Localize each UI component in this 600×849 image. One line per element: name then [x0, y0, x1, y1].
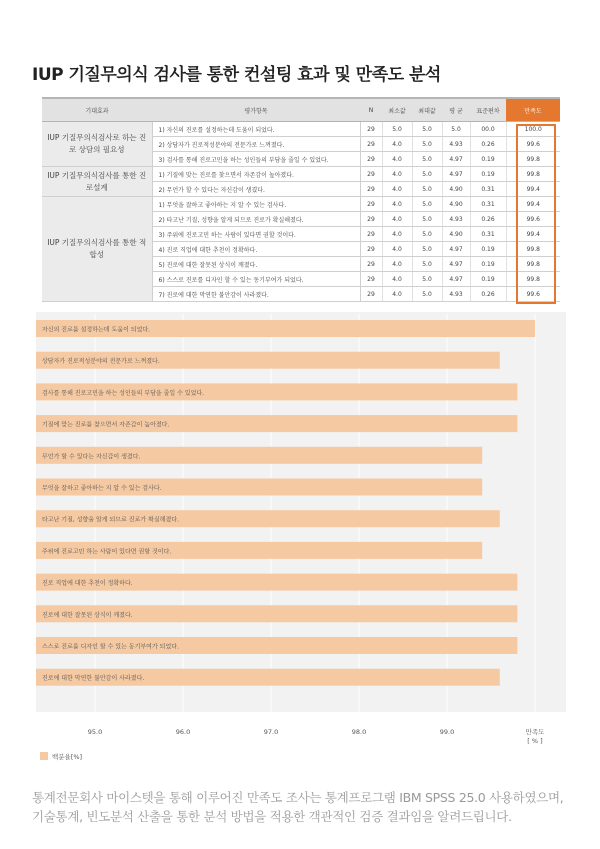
- value-cell: 99.8: [506, 152, 560, 167]
- value-cell: 4.0: [382, 152, 412, 167]
- category-cell: IUP 기질무의식검사를 통한 적합성: [42, 197, 152, 302]
- footer-line-2: 기술통계, 빈도분석 산출을 통한 분석 방법을 적용한 객관적인 검증 결과임을 알려드립니다.: [32, 809, 512, 824]
- value-cell: 0.19: [470, 152, 506, 167]
- value-cell: 4.90: [442, 182, 470, 197]
- value-cell: 4.0: [382, 167, 412, 182]
- item-cell: 2) 타고난 기질, 성향을 알게 되므로 진로가 확실해졌다.: [152, 212, 360, 227]
- bar-label: 진로 직업에 대한 추천이 정확하다.: [42, 580, 133, 588]
- table-header-cell: 표준편차: [470, 98, 506, 122]
- value-cell: 0.19: [470, 242, 506, 257]
- value-cell: 5.0: [412, 122, 442, 137]
- item-cell: 2) 무언가 할 수 있다는 자신감이 생겼다.: [152, 182, 360, 197]
- value-cell: 99.6: [506, 287, 560, 302]
- value-cell: 4.90: [442, 197, 470, 212]
- value-cell: 4.97: [442, 242, 470, 257]
- value-cell: 0.26: [470, 287, 506, 302]
- value-cell: 5.0: [412, 212, 442, 227]
- value-cell: 4.0: [382, 287, 412, 302]
- value-cell: 00.0: [470, 122, 506, 137]
- item-cell: 3) 검사를 통해 진로고민을 하는 성인들의 부담을 줄일 수 있었다.: [152, 152, 360, 167]
- bar-label: 진로에 대한 잘못된 상식이 깨졌다.: [42, 611, 133, 619]
- value-cell: 99.6: [506, 137, 560, 152]
- value-cell: 0.31: [470, 227, 506, 242]
- value-cell: 5.0: [412, 242, 442, 257]
- bar-label: 상담자가 진로적성분야의 전문가로 느껴졌다.: [42, 358, 160, 366]
- item-cell: 6) 스스로 진로를 디자인 할 수 있는 동기부여가 되었다.: [152, 272, 360, 287]
- value-cell: 5.0: [412, 197, 442, 212]
- bar-label: 무엇을 잘하고 좋아하는 지 알 수 있는 검사다.: [42, 485, 162, 492]
- value-cell: 29: [360, 197, 382, 212]
- x-tick-label: 98.0: [351, 728, 367, 736]
- value-cell: 29: [360, 152, 382, 167]
- value-cell: 4.97: [442, 167, 470, 182]
- value-cell: 99.4: [506, 182, 560, 197]
- table-header-cell: 최소값: [382, 98, 412, 122]
- value-cell: 29: [360, 227, 382, 242]
- value-cell: 0.26: [470, 212, 506, 227]
- x-tick-label: 99.0: [439, 728, 455, 736]
- value-cell: 100.0: [506, 122, 560, 137]
- value-cell: 0.19: [470, 272, 506, 287]
- table-header-cell: 기대효과: [42, 98, 152, 122]
- value-cell: 0.19: [470, 167, 506, 182]
- table-header-cell: 평 균: [442, 98, 470, 122]
- item-cell: 3) 주위에 진로고민 하는 사람이 있다면 권할 것이다.: [152, 227, 360, 242]
- bar-label: 자신의 진로를 설정하는데 도움이 되었다.: [42, 326, 151, 334]
- value-cell: 4.0: [382, 182, 412, 197]
- table-header-cell: 최대값: [412, 98, 442, 122]
- value-cell: 4.90: [442, 227, 470, 242]
- value-cell: 4.93: [442, 137, 470, 152]
- value-cell: 99.4: [506, 227, 560, 242]
- value-cell: 5.0: [382, 122, 412, 137]
- value-cell: 29: [360, 257, 382, 272]
- bar-label: 무언가 할 수 있다는 자신감이 생겼다.: [42, 453, 141, 461]
- value-cell: 4.0: [382, 197, 412, 212]
- value-cell: 29: [360, 242, 382, 257]
- x-axis-unit: [ % ]: [527, 737, 543, 745]
- value-cell: 5.0: [412, 152, 442, 167]
- value-cell: 5.0: [412, 287, 442, 302]
- bar-label: 주위에 진로고민 하는 사람이 있다면 권할 것이다.: [42, 548, 172, 556]
- value-cell: 0.26: [470, 137, 506, 152]
- table-header-cell: N: [360, 98, 382, 122]
- value-cell: 4.97: [442, 272, 470, 287]
- legend-swatch: [40, 752, 48, 760]
- value-cell: 29: [360, 212, 382, 227]
- bar-label: 스스로 진로를 디자인 할 수 있는 동기부여가 되었다.: [42, 643, 179, 651]
- item-cell: 2) 상담자가 진로적성분야의 전문가로 느껴졌다.: [152, 137, 360, 152]
- value-cell: 4.93: [442, 287, 470, 302]
- value-cell: 4.0: [382, 212, 412, 227]
- value-cell: 99.4: [506, 197, 560, 212]
- value-cell: 5.0: [412, 257, 442, 272]
- value-cell: 5.0: [412, 182, 442, 197]
- value-cell: 4.0: [382, 227, 412, 242]
- value-cell: 5.0: [412, 167, 442, 182]
- item-cell: 4) 진로 직업에 대한 추천이 정확하다.: [152, 242, 360, 257]
- item-cell: 1) 자신의 진로를 설정하는데 도움이 되었다.: [152, 122, 360, 137]
- item-cell: 1) 기질에 맞는 진로를 찾으면서 자존감이 높아졌다.: [152, 167, 360, 182]
- value-cell: 99.8: [506, 257, 560, 272]
- bar-label: 검사를 통해 진로고민을 하는 성인들의 부담을 줄일 수 있었다.: [42, 389, 205, 397]
- value-cell: 99.8: [506, 272, 560, 287]
- item-cell: 5) 진로에 대한 잘못된 상식이 깨졌다.: [152, 257, 360, 272]
- category-cell: IUP 기질무의식검사를 통한 진로설계: [42, 167, 152, 197]
- item-cell: 1) 무엇을 잘하고 좋아하는 지 알 수 있는 검사다.: [152, 197, 360, 212]
- value-cell: 4.93: [442, 212, 470, 227]
- value-cell: 4.0: [382, 272, 412, 287]
- value-cell: 99.8: [506, 242, 560, 257]
- footer-note: [32, 788, 572, 826]
- value-cell: 29: [360, 167, 382, 182]
- table-header-cell: 평가항목: [152, 98, 360, 122]
- value-cell: 29: [360, 182, 382, 197]
- value-cell: 5.0: [412, 137, 442, 152]
- value-cell: 0.31: [470, 197, 506, 212]
- value-cell: 29: [360, 122, 382, 137]
- x-axis-title: 만족도: [525, 728, 545, 736]
- value-cell: 4.97: [442, 152, 470, 167]
- value-cell: 5.0: [412, 272, 442, 287]
- category-cell: IUP 기질무의식검사로 하는 진로 상담의 필요성: [42, 122, 152, 167]
- footer-line-1: 통계전문회사 마이스텟을 통해 이루어진 만족도 조사는 통계프로그램 IBM SPSS 25.0 사용하였으며,: [32, 790, 564, 805]
- value-cell: 4.0: [382, 242, 412, 257]
- value-cell: 0.19: [470, 257, 506, 272]
- legend-label: 백분율[%]: [52, 753, 83, 761]
- value-cell: 99.8: [506, 167, 560, 182]
- bar-label: 타고난 기질, 성향을 알게 되므로 진로가 확실해졌다.: [42, 516, 179, 524]
- x-tick-label: 95.0: [87, 728, 103, 736]
- value-cell: 29: [360, 272, 382, 287]
- item-cell: 7) 진로에 대한 막연한 불안감이 사라졌다.: [152, 287, 360, 302]
- value-cell: 4.97: [442, 257, 470, 272]
- value-cell: 4.0: [382, 137, 412, 152]
- value-cell: 0.31: [470, 182, 506, 197]
- x-tick-label: 97.0: [263, 728, 279, 736]
- value-cell: 29: [360, 137, 382, 152]
- page-title: IUP 기질무의식 검사를 통한 컨설팅 효과 및 만족도 분석: [32, 65, 441, 85]
- x-tick-label: 96.0: [175, 728, 191, 736]
- value-cell: 99.6: [506, 212, 560, 227]
- value-cell: 4.0: [382, 257, 412, 272]
- value-cell: 5.0: [442, 122, 470, 137]
- table-header-cell: 만족도: [506, 98, 560, 122]
- value-cell: 29: [360, 287, 382, 302]
- bar-label: 기질에 맞는 진로를 찾으면서 자존감이 높아졌다.: [42, 421, 170, 429]
- bar-label: 진로에 대한 막연한 불안감이 사라졌다.: [42, 675, 145, 683]
- value-cell: 5.0: [412, 227, 442, 242]
